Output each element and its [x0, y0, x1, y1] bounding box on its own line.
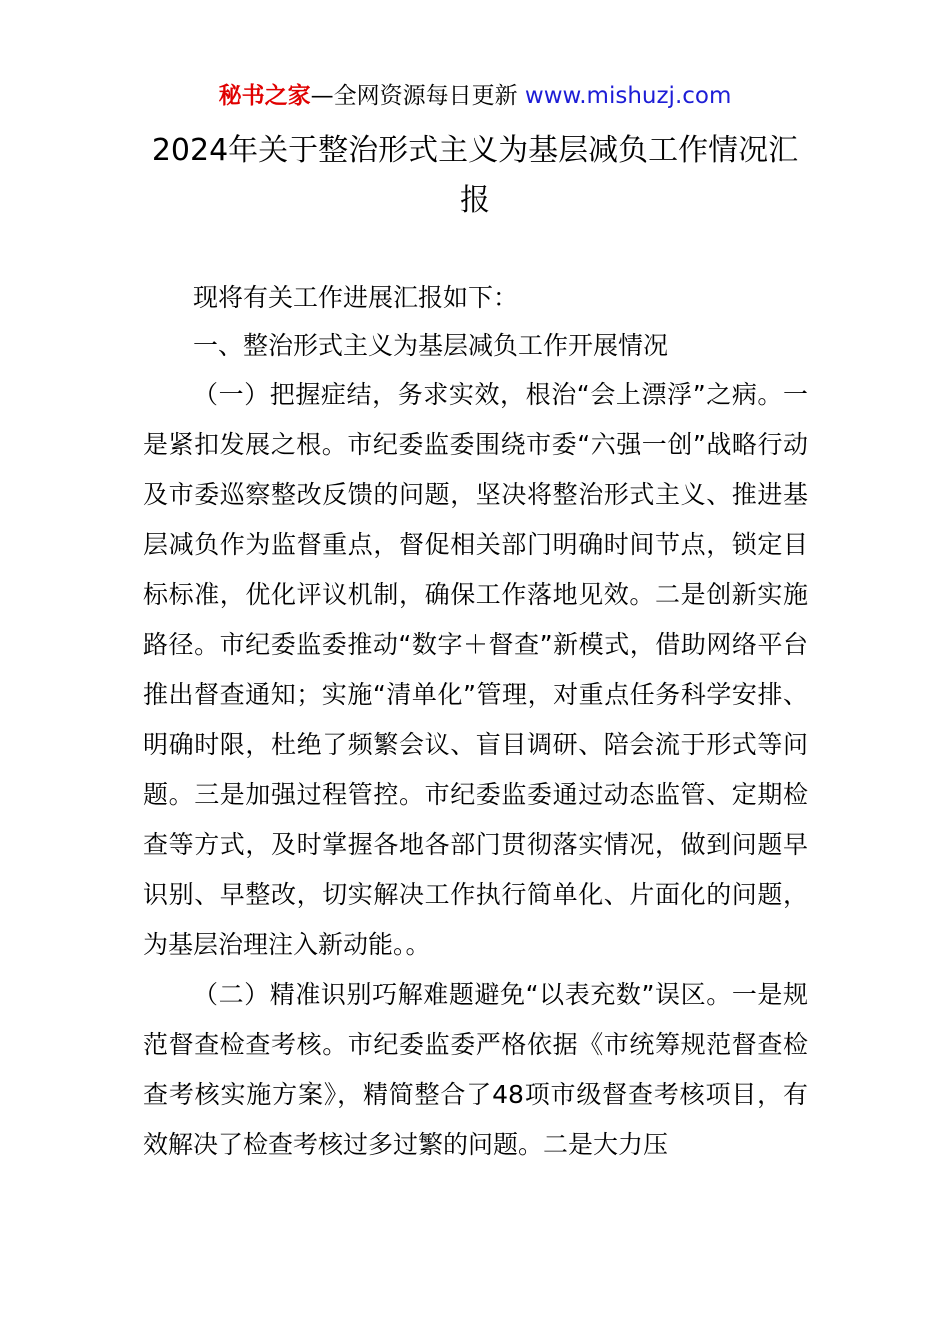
- body-paragraph: （一）把握症结，务求实效，根治“会上漂浮”之病。一是紧扣发展之根。市纪委监委围绕市委“六强一创”战略行动及市委巡察整改反馈的问题，坚决将整治形式主义、推进基层减负作为监督重点，督促相关部门明确时间节点，锁定目标标准，优化评议机制，确保工作落地见效。二是创新实施路径。市纪委监委推动“数字＋督查”新模式，借助网络平台推出督查通知；实施“清单化”管理，对重点任务科学安排、明确时限，杜绝了频繁会议、盲目调研、陪会流于形式等问题。三是加强过程管控。市纪委监委通过动态监管、定期检查等方式，及时掌握各地各部门贯彻落实情况，做到问题早识别、早整改，切实解决工作执行简单化、片面化的问题，为基层治理注入新动能。。: [143, 380, 808, 959]
- site-url-link[interactable]: www.mishuzj.com: [524, 83, 732, 109]
- document-body: [143, 274, 808, 1170]
- site-tagline: —全网资源每日更新: [310, 83, 525, 109]
- site-brand: 秘书之家: [218, 83, 311, 109]
- section-heading: 一、整治形式主义为基层减负工作开展情况: [193, 331, 669, 360]
- document-title: 2024年关于整治形式主义为基层减负工作情况汇报: [151, 133, 799, 218]
- body-paragraph: （二）精准识别巧解难题避免“以表充数”误区。一是规范督查检查考核。市纪委监委严格依据《市统筹规范督查检查考核实施方案》，精简整合了48项市级督查考核项目，有效解决了检查考核过多过繁的问题。二是大力压: [143, 980, 808, 1159]
- intro-paragraph: 现将有关工作进展汇报如下：: [193, 283, 519, 312]
- site-header: [0, 80, 950, 112]
